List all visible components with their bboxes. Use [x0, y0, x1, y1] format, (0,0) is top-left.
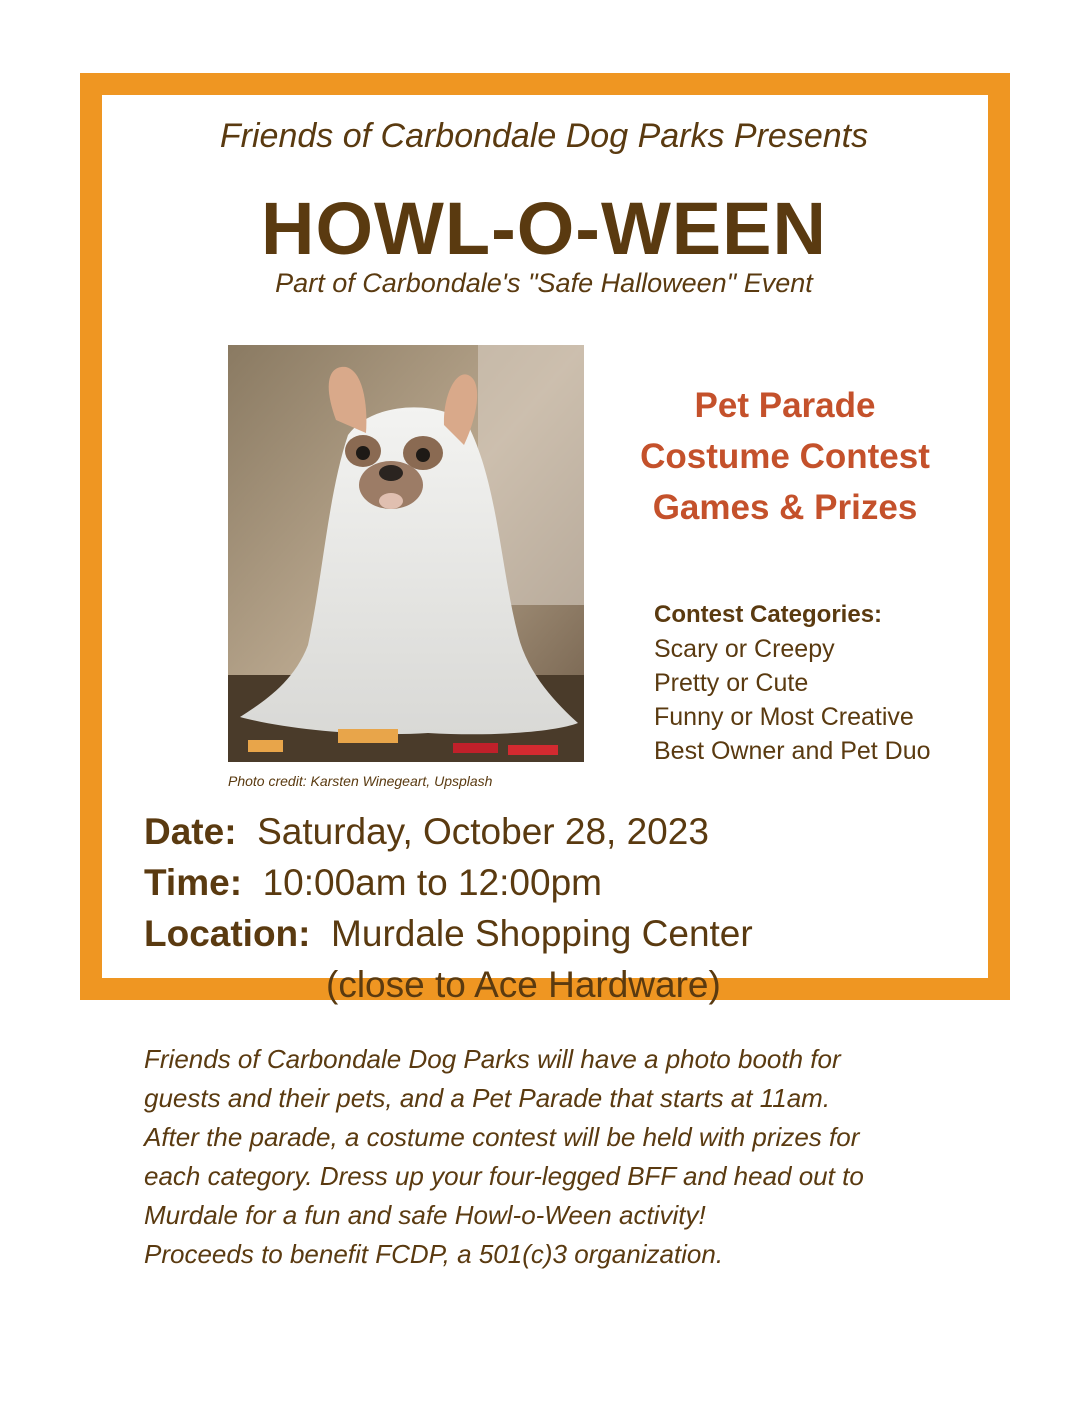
location-label: Location: — [144, 913, 311, 954]
event-details — [144, 806, 753, 1010]
category-item: Scary or Creepy — [654, 635, 835, 663]
date-row — [144, 806, 753, 857]
contest-categories — [654, 598, 931, 768]
highlight-pet-parade: Pet Parade — [694, 386, 876, 425]
date-label: Date: — [144, 811, 237, 852]
category-item: Funny or Most Creative — [654, 703, 914, 731]
time-row — [144, 857, 753, 908]
location-value: Murdale Shopping Center — [331, 913, 753, 954]
category-item: Best Owner and Pet Duo — [654, 737, 931, 765]
description-line: Murdale for a fun and safe Howl-o-Ween activity! — [144, 1200, 706, 1230]
presenter-line: Friends of Carbondale Dog Parks Presents — [219, 117, 869, 155]
event-subtitle: Part of Carbondale's "Safe Halloween" Event — [275, 268, 813, 298]
location-row — [144, 908, 753, 959]
highlight-costume-contest: Costume Contest — [640, 437, 930, 476]
description-line: Friends of Carbondale Dog Parks will have a photo booth for — [144, 1044, 841, 1074]
category-item: Pretty or Cute — [654, 669, 809, 697]
contest-categories-title: Contest Categories: — [654, 601, 883, 628]
photo-credit: Photo credit: Karsten Winegeart, Upsplash — [228, 773, 493, 789]
description-line: guests and their pets, and a Pet Parade that starts at 11am. — [144, 1083, 831, 1113]
time-label: Time: — [144, 862, 243, 903]
location-note: (close to Ace Hardware) — [326, 964, 721, 1005]
description-line: After the parade, a costume contest will be held with prizes for — [144, 1122, 860, 1152]
date-value: Saturday, October 28, 2023 — [257, 811, 709, 852]
description-line: Proceeds to benefit FCDP, a 501(c)3 organization. — [144, 1239, 724, 1269]
ghost-dog-photo — [228, 345, 584, 762]
description-line: each category. Dress up your four-legged BFF and head out to — [144, 1161, 864, 1191]
time-value: 10:00am to 12:00pm — [262, 862, 602, 903]
event-title: HOWL-O-WEEN — [261, 187, 827, 270]
event-description — [144, 1040, 964, 1274]
event-highlights — [605, 380, 965, 533]
highlight-games-prizes: Games & Prizes — [652, 488, 918, 527]
